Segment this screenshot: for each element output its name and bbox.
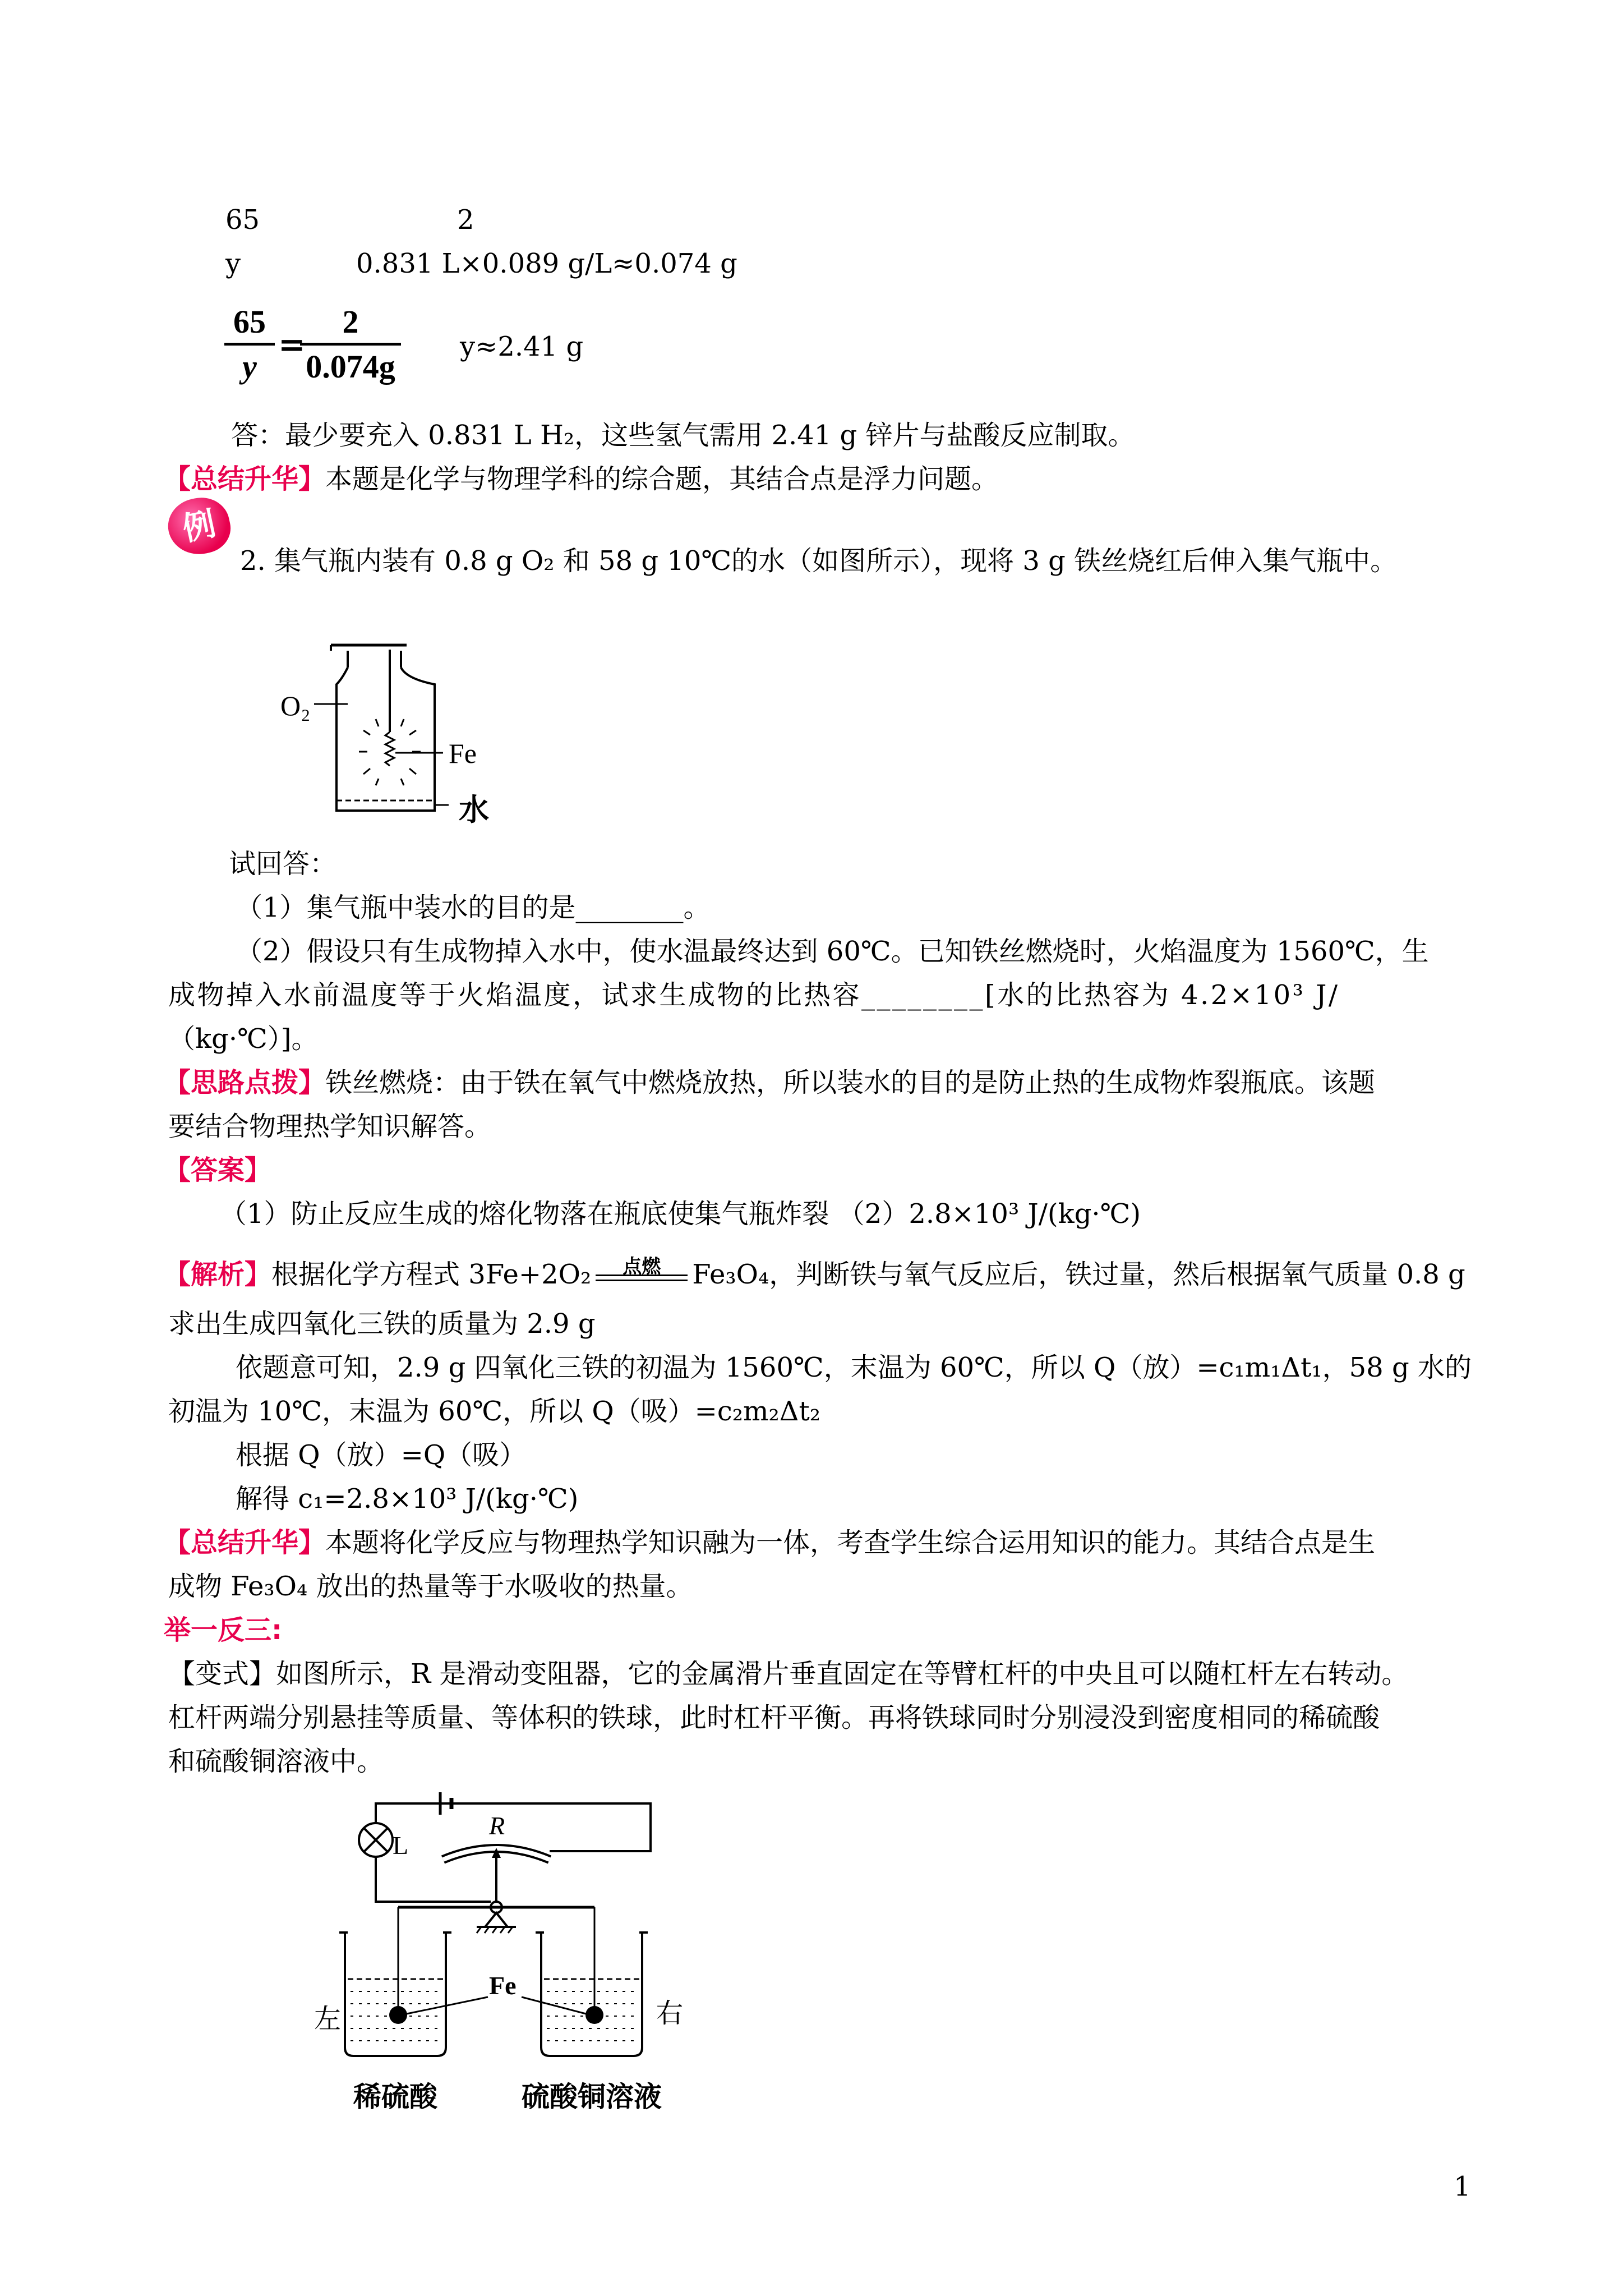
analysis-line6: 解得 c₁=2.8×10³ J/(kg·℃) <box>236 1483 579 1515</box>
variant-line2: 杠杆两端分别悬挂等质量、等体积的铁球，此时杠杆平衡。再将铁球同时分别浸没到密度相同的稀硫酸 <box>168 1702 1380 1733</box>
analysis-line2: 求出生成四氧化三铁的质量为 2.9 g <box>168 1308 596 1340</box>
example2-q2-line3: （kg·℃）]。 <box>168 1023 319 1055</box>
calc-result: y≈2.41 g <box>460 331 584 362</box>
reaction-arrow <box>591 1255 692 1291</box>
analysis-line3: 依题意可知，2.9 g 四氧化三铁的初温为 1560℃，末温为 60℃，所以 Q（放）=c₁m₁Δt₁，58 g 水的 <box>236 1352 1472 1383</box>
example2-q1: （1）集气瓶中装水的目的是________。 <box>236 892 711 923</box>
label-right-beaker: 硫酸铜溶液 <box>522 2081 662 2113</box>
example2-q2-line1: （2）假设只有生成物掉入水中，使水温最终达到 60℃。已知铁丝燃烧时，火焰温度为 1560℃，生 <box>236 936 1429 967</box>
example2-q2-line2: 成物掉入水前温度等于火焰温度，试求生成物的比热容________[水的比热容为 4.2×10³ J/ <box>168 979 1340 1011</box>
hint-line2: 要结合物理热学知识解答。 <box>168 1111 492 1142</box>
fraction-2-over-mass: 2 0.074g <box>300 303 401 385</box>
calc-row2-b: 0.831 L×0.089 g/L≈0.074 g <box>356 248 737 279</box>
label-left: 左 <box>314 2004 342 2034</box>
calc-row1-b: 2 <box>457 204 474 236</box>
label-resistor: R <box>489 1811 505 1840</box>
label-water: 水 <box>459 793 489 827</box>
calc-row1-a: 65 <box>225 204 260 236</box>
example2-prompt: 试回答： <box>229 848 337 880</box>
label-o2: O₂ <box>280 690 311 721</box>
variant-heading: 举一反三: <box>164 1614 283 1646</box>
summary2-line2: 成物 Fe₃O₄ 放出的热量等于水吸收的热量。 <box>168 1571 693 1602</box>
calc-row2-a: y <box>225 248 241 279</box>
analysis-line5: 根据 Q（放）=Q（吸） <box>236 1439 527 1471</box>
label-fe: Fe <box>449 738 477 769</box>
label-right: 右 <box>656 1999 684 2028</box>
example2-question: 2. 集气瓶内装有 0.8 g O₂ 和 58 g 10℃的水（如图所示），现将 3 g 铁丝烧红后伸入集气瓶中。 <box>240 545 1398 577</box>
hint-line1: 【思路点拨】铁丝燃烧：由于铁在氧气中燃烧放热，所以装水的目的是防止热的生成物炸裂瓶底。该题 <box>164 1067 1376 1098</box>
answer-tag: 【答案】 <box>164 1154 272 1186</box>
gas-bottle-figure <box>280 634 516 836</box>
summary1-text: 本题是化学与物理学科的综合题，其结合点是浮力问题。 <box>325 463 999 495</box>
variant-line1: 【变式】如图所示，R 是滑动变阻器，它的金属滑片垂直固定在等臂杠杆的中央且可以随杠杆左右转动。 <box>168 1658 1409 1690</box>
page-number: 1 <box>1454 2171 1471 2202</box>
lever-circuit-figure <box>314 1789 695 2120</box>
fraction-65-over-y: 65 y <box>224 303 275 385</box>
analysis-tag: 【解析】 <box>164 1259 272 1290</box>
analysis-line1: 【解析】根据化学方程式 3Fe+2O₂ 点燃 Fe₃O₄，判断铁与氧气反应后，铁过量，然后根据氧气质量 0.8 g <box>164 1255 1465 1290</box>
variant-line3: 和硫酸铜溶液中。 <box>168 1746 384 1777</box>
analysis-line4: 初温为 10℃，末温为 60℃，所以 Q（吸）=c₂m₂Δt₂ <box>168 1396 820 1427</box>
example-badge: 例 <box>163 493 235 560</box>
answer-text: （1）防止反应生成的熔化物落在瓶底使集气瓶炸裂 （2）2.8×10³ J/(kg·℃) <box>220 1198 1141 1230</box>
equals-sign: = <box>278 325 306 364</box>
reaction-condition: 点燃 <box>623 1255 661 1278</box>
summary1-tag: 【总结升华】 <box>164 463 326 495</box>
label-lamp: L <box>393 1831 409 1860</box>
summary2-line1: 【总结升华】本题将化学反应与物理热学知识融为一体，考查学生综合运用知识的能力。其结合点是生 <box>164 1527 1376 1558</box>
label-left-beaker: 稀硫酸 <box>353 2081 437 2113</box>
hint-tag: 【思路点拨】 <box>164 1067 326 1098</box>
label-fe-ball: Fe <box>489 1971 517 2000</box>
calc-answer: 答：最少要充入 0.831 L H₂，这些氢气需用 2.41 g 锌片与盐酸反应制取。 <box>231 420 1135 451</box>
summary1 <box>164 463 998 496</box>
summary2-tag: 【总结升华】 <box>164 1527 326 1558</box>
